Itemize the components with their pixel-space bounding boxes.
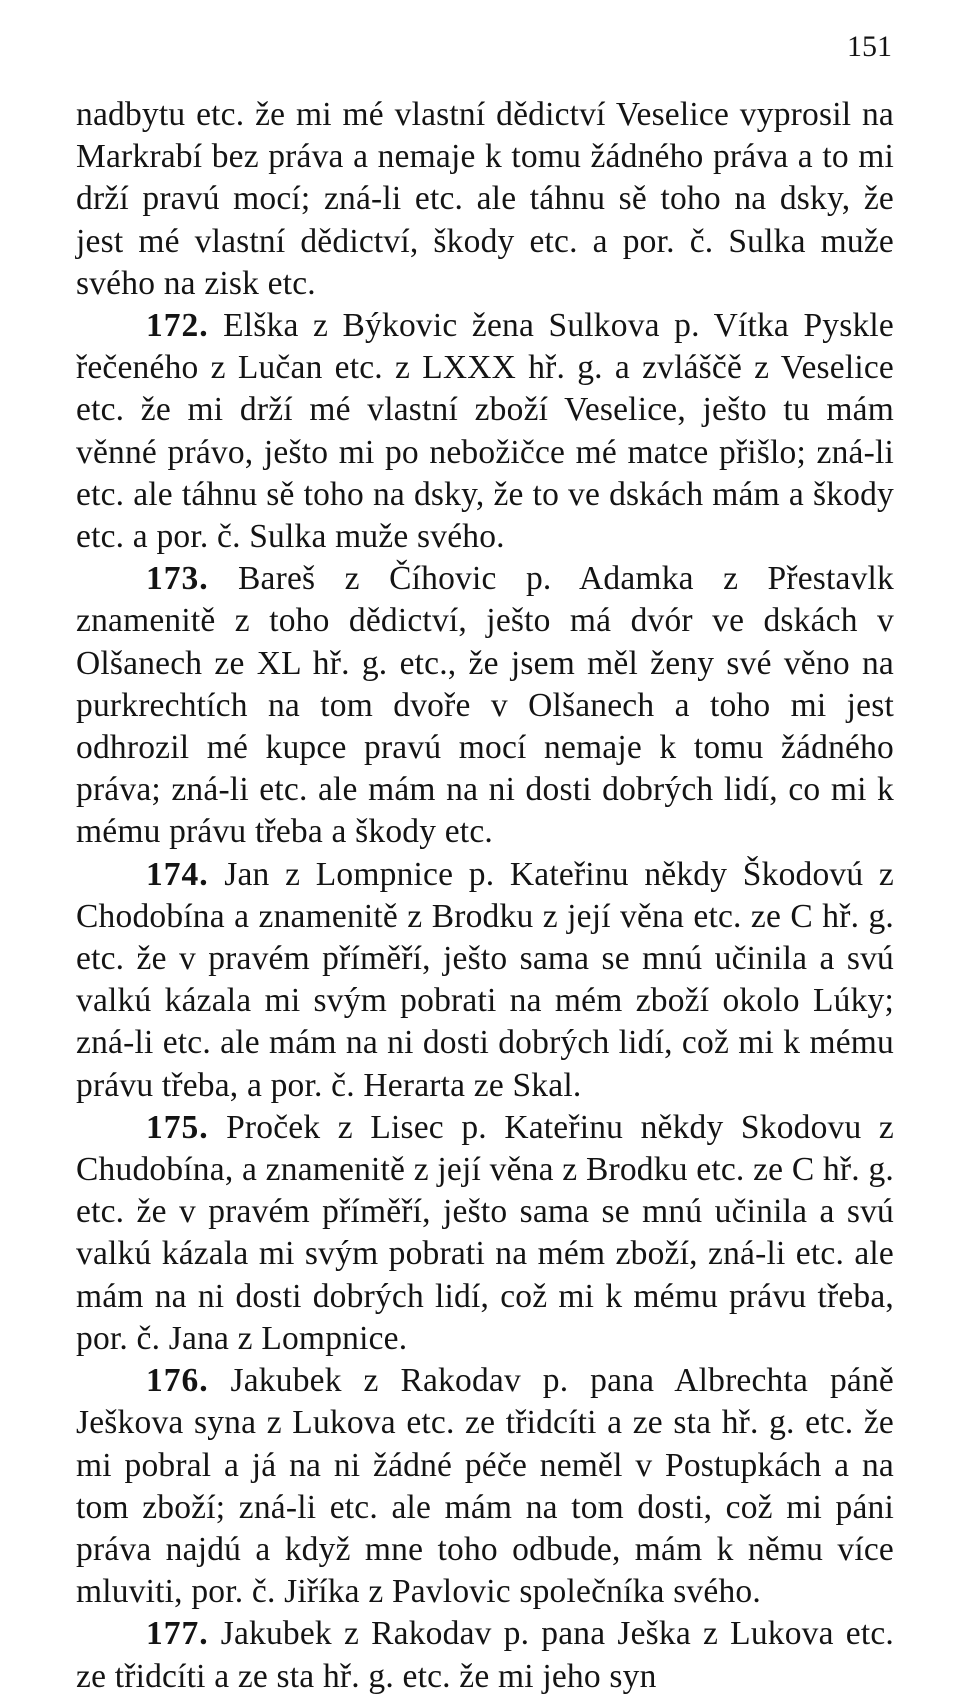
paragraph-text: nadbytu etc. že mi mé vlastní dědictví Veselice vyprosil na Markrabí bez práva a nemaje k tomu žádného práva a to mi drží pravú mocí; zná-li etc. ale táhnu sě toho na dsky, že jest mé vlastní dědictví, škody etc. a por. č. Sulka muže svého na zisk etc. bbox=[76, 96, 894, 302]
entry-text: Bareš z Číhovic p. Adamka z Přestavlk znamenitě z toho dědictví, ješto má dvór ve dskách v Olšanech ze XL hř. g. etc., že jsem měl ženy své věno na purkrechtích na tom dvoře v Olšanech a toho mi jest odhrozil mé kupce pravú mocí nemaje k tomu žádného práva; zná-li etc. ale mám na ni dosti dobrých lidí, co mi k mému právu třeba a škody etc. bbox=[76, 560, 895, 851]
paragraph-continuation bbox=[76, 94, 894, 305]
entry-text: Jakubek z Rakodav p. pana Ješka z Lukova etc. ze třidcíti a ze sta hř. g. etc. že mi jeho syn bbox=[76, 1615, 894, 1695]
entry-text: Proček z Lisec p. Kateřinu někdy Skodovu z Chudobína, a znamenitě z její věna z Brodku etc. ze C hř. g. etc. že v pravém příměří, ješto sama se mnú učinila a svú valkú kázala mi svým pobrati na mém zboží, zná-li etc. ale mám na ni dosti dobrých lidí, což mi k mému právu třeba, por. č. Jana z Lompnice. bbox=[76, 1108, 894, 1357]
entry-176 bbox=[76, 1360, 894, 1613]
entry-number: 177. bbox=[146, 1615, 209, 1653]
entry-number: 173. bbox=[146, 560, 209, 598]
entry-text: Jakubek z Rakodav p. pana Albrechta páně Ješkova syna z Lukova etc. ze třidcíti a ze sta hř. g. etc. že mi pobral a já na ni žádné péče neměl v Postupkách a na tom zboží; zná-li etc. ale mám na tom dosti, což mi páni práva najdú a když mne toho odbude, mám k němu více mluviti, por. č. Jiříka z Pavlovic společníka svého. bbox=[76, 1362, 894, 1611]
entry-text: Elška z Býkovic žena Sulkova p. Vítka Pyskle řečeného z Lučan etc. z LXXX hř. g. a zvláščě z Veselice etc. že mi drží mé vlastní zboží Veselice, ješto tu mám věnné právo, ješto mi po nebožičce mé matce přišlo; zná-li etc. ale táhnu sě toho na dsky, že to ve dskách mám a škody etc. a por. č. Sulka muže svého. bbox=[76, 307, 894, 556]
entry-174 bbox=[76, 854, 894, 1107]
text-body bbox=[76, 94, 894, 1698]
entry-text: Jan z Lompnice p. Kateřinu někdy Škodovú z Chodobína a znamenitě z Brodku z její věna etc. ze C hř. g. etc. že v pravém příměří, ješto sama se mnú učinila a svú valkú kázala mi svým pobrati na mém zboží okolo Lúky; zná-li etc. ale mám na ni dosti dobrých lidí, což mi k mému právu třeba, a por. č. Herarta ze Skal. bbox=[76, 855, 894, 1104]
entry-177 bbox=[76, 1613, 894, 1697]
entry-172 bbox=[76, 305, 894, 558]
page-number: 151 bbox=[847, 30, 892, 63]
entry-number: 174. bbox=[146, 855, 209, 893]
entry-175 bbox=[76, 1107, 894, 1360]
entry-number: 176. bbox=[146, 1362, 209, 1400]
entry-173 bbox=[76, 558, 894, 853]
entry-number: 172. bbox=[146, 307, 209, 345]
entry-number: 175. bbox=[146, 1108, 209, 1146]
